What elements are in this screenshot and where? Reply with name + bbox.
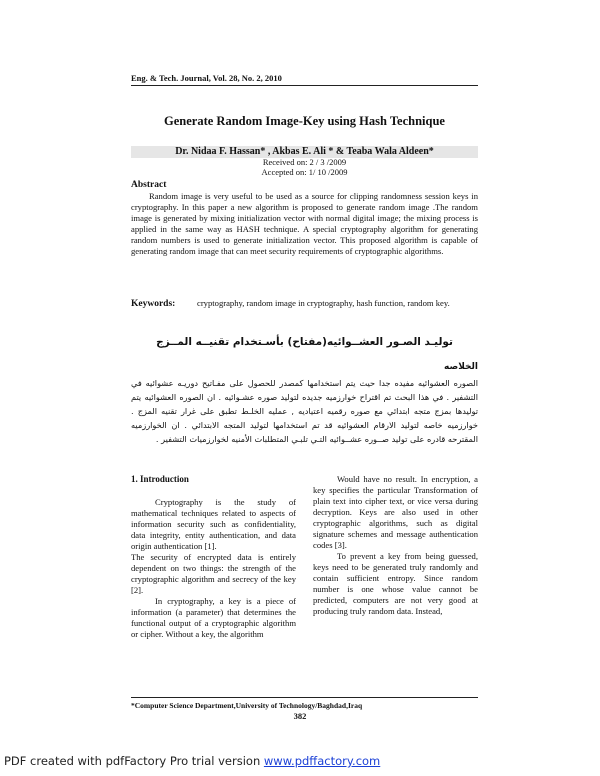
abstract-heading: Abstract bbox=[131, 180, 167, 190]
arabic-title: توليـد الصـور العشــوائيه(مفتاح) بأسـتخدام تقنيــه المــزج bbox=[156, 336, 453, 348]
paper-title: Generate Random Image-Key using Hash Technique bbox=[164, 114, 445, 128]
section-heading: 1. Introduction bbox=[131, 474, 189, 484]
journal-header: Eng. & Tech. Journal, Vol. 28, No. 2, 2010 bbox=[131, 73, 282, 83]
keywords-label: Keywords: bbox=[131, 299, 176, 309]
pdf-banner bbox=[4, 754, 380, 768]
pdf-banner-text: PDF created with pdfFactory Pro trial version bbox=[4, 754, 264, 768]
left-column bbox=[131, 474, 296, 640]
affiliation-footnote: *Computer Science Department,University of Technology/Baghdad,Iraq bbox=[131, 701, 363, 710]
keywords bbox=[131, 298, 478, 310]
authors-line: Dr. Nidaa F. Hassan* , Akbas E. Ali * & Teaba Wala Aldeen* bbox=[131, 146, 478, 158]
paragraph: To prevent a key from being guessed, keys need to be generated truly randomly and contain sufficient entropy. Since random number is one whose value cannot be predicted, computers are not very good at producing truly random data. Instead, bbox=[313, 551, 478, 616]
header-rule bbox=[131, 85, 478, 86]
right-column bbox=[313, 474, 478, 617]
paragraph: The security of encrypted data is entirely dependent on two things: the strength of the cryptographic algorithm and secrecy of the key [2]. bbox=[131, 552, 296, 595]
paragraph: In cryptography, a key is a piece of information (a parameter) that determines the functional output of a cryptographic algorithm or cipher. Without a key, the algorithm bbox=[131, 596, 296, 639]
arabic-heading: الخلاصه bbox=[444, 362, 478, 372]
keywords-text: cryptography, random image in cryptography, hash function, random key. bbox=[197, 298, 450, 308]
footer-rule bbox=[131, 697, 478, 698]
received-date: Received on: 2 / 3 /2009 bbox=[262, 157, 347, 167]
abstract-text: Random image is very useful to be used as a source for clipping randomness session keys in cryptography. In this paper a new algorithm is proposed to generate random image .The random image is generated by mixing initialization vector with normal digital image; the mixing process is applied in the same way as HASH technique. A special cryptography algorithm for generating random numbers is used to generate initialization vector. This proposed algorithm is capable of generating random image that can meet security requirements of cryptographic algorithms. bbox=[131, 191, 478, 256]
paragraph: Cryptography is the study of mathematical techniques related to aspects of information security such as confidentiality, data integrity, entity authentication, and data origin authentication [1]. bbox=[131, 497, 296, 551]
arabic-abstract: الصوره العشوائيه مفيده جدا حيث يتم استخدامها كمصدر للحصول على مفـاتيح دوريـه عشوائيه في التشفير . في هذا البحث تم اقتراح خوارزميه جديده لتوليد صوره عشـوائيه . ان الصوره العشوائيه يتم توليدها بمزج متجه ابتدائي مع صوره رقميه اعتياديه , عمليه الخلـط تطبق على غرار تقنيه المزج . خوارزميه خاصه لتوليد الارقام العشوائيه قد تم استخدامها لتوليد المتجه الابتدائي . ان الخوارزميه المقترحه قادره على توليد صــوره عشــوائيه التـي تلبـي المتطلبات الأمنيه لخوارزميات التشفير . bbox=[131, 378, 478, 444]
accepted-date: Accepted on: 1/ 10 /2009 bbox=[261, 167, 348, 177]
pdf-banner-link[interactable]: www.pdffactory.com bbox=[263, 754, 381, 768]
paragraph: Would have no result. In encryption, a key specifies the particular Transformation of plain text into cipher text, or vice versa during decryption. Keys are also used in other cryptographic algorithms, such as digital signature schemes and message authentication codes [3]. bbox=[313, 474, 478, 550]
page-number: 382 bbox=[293, 711, 307, 721]
